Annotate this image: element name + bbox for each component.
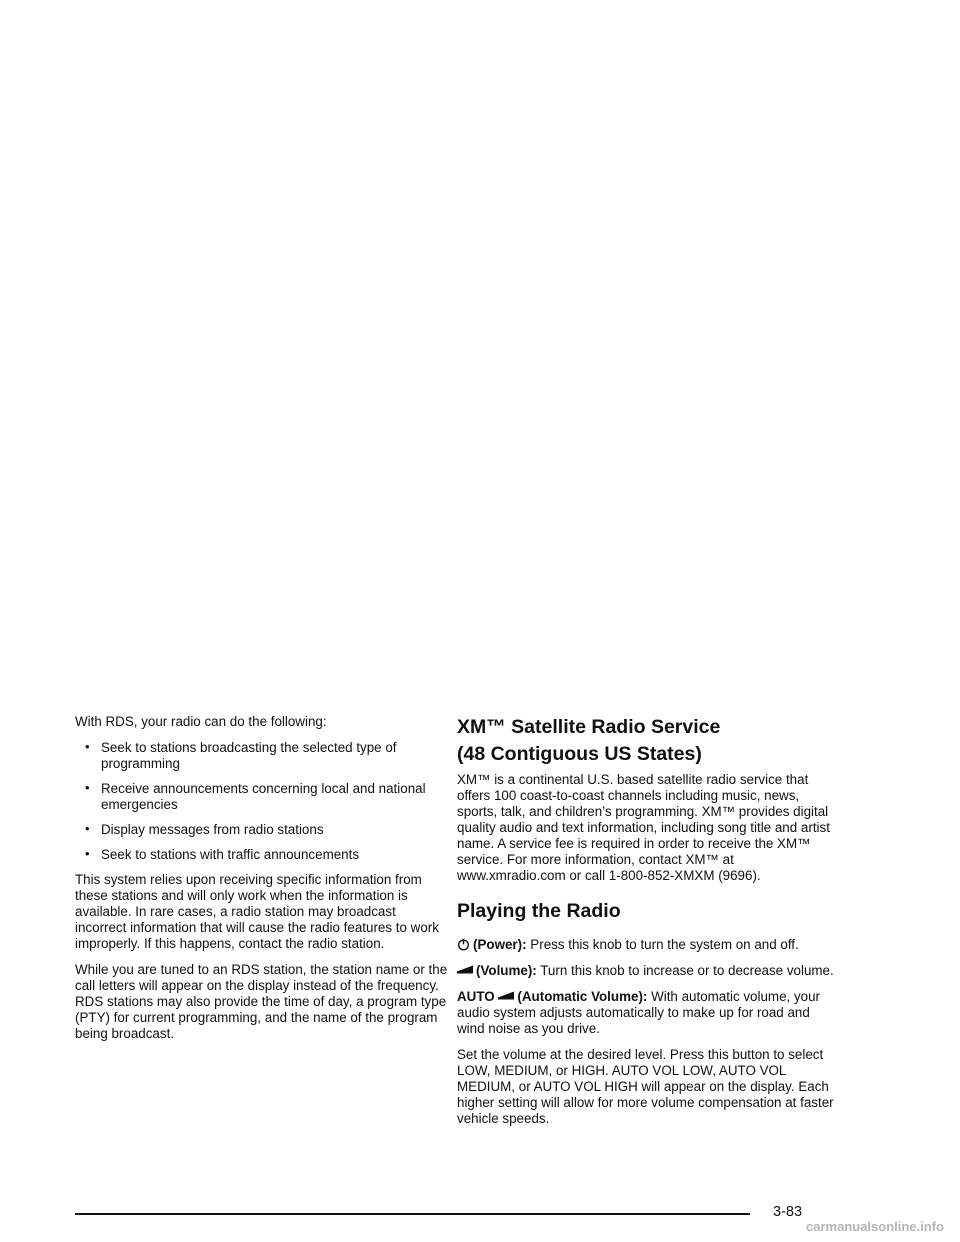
bullet-icon: • (85, 739, 90, 754)
rds-intro: With RDS, your radio can do the following: (75, 714, 327, 729)
power-text: Press this knob to turn the system on and off. (526, 937, 799, 952)
auto-prefix: AUTO (457, 989, 499, 1004)
bullet-icon: • (85, 780, 90, 795)
auto-volume-label: (Automatic Volume): (517, 989, 648, 1004)
list-item: • Seek to stations broadcasting the selected type of programming (85, 739, 397, 771)
list-item: • Receive announcements concerning local and national emergencies (85, 780, 426, 812)
rds-feature-list (75, 740, 449, 863)
bullet-icon: • (85, 846, 90, 861)
list-item: • Seek to stations with traffic announcements (85, 846, 360, 862)
power-icon (457, 938, 470, 951)
volume-text: Turn this knob to increase or to decrease volume. (536, 963, 834, 978)
auto-volume-text: With automatic volume, your audio system adjusts automatically to make up for road and wind noise as you drive. (457, 989, 821, 1036)
watermark: carmanualsonline.info (806, 1219, 944, 1234)
set-volume-paragraph: Set the volume at the desired level. Press this button to select LOW, MEDIUM, or HIGH. AUTO VOL LOW, AUTO VOL MEDIUM, or AUTO VOL HIGH will appear on the display. Each higher setting will allow for more volume compensation at faster vehicle speeds. (457, 1047, 834, 1126)
power-label: (Power): (473, 937, 527, 952)
power-description (457, 937, 835, 953)
bullet-icon: • (85, 821, 90, 836)
page-number: 3-83 (773, 1204, 803, 1220)
volume-description (457, 963, 835, 979)
playing-radio-heading: Playing the Radio (457, 900, 621, 922)
volume-label: (Volume): (476, 963, 537, 978)
right-column (457, 714, 835, 1137)
xm-heading-line1: XM™ Satellite Radio Service (457, 716, 721, 738)
rds-reliance-paragraph: This system relies upon receiving specific information from these stations and will only work when the information is available. In rare cases, a radio station may broadcast incorrect information that will cause the radio features to work improperly. If this happens, contact the radio station. (75, 872, 439, 951)
xm-heading (457, 714, 835, 768)
volume-icon (498, 991, 514, 1000)
volume-icon (457, 965, 473, 974)
footer-rule (75, 1213, 750, 1215)
xm-paragraph: XM™ is a continental U.S. based satellite radio service that offers 100 coast-to-coast channels including music, news, sports, talk, and children’s programming. XM™ provides digital quality audio and text information, including song title and artist name. A service fee is required in order to receive the XM™ service. For more information, contact XM™ at www.xmradio.com or call 1-800-852-XMXM (9696). (457, 772, 830, 883)
list-item: • Display messages from radio stations (85, 821, 324, 837)
auto-volume-description (457, 989, 835, 1037)
rds-station-paragraph: While you are tuned to an RDS station, the station name or the call letters will appear on the display instead of the frequency. RDS stations may also provide the time of day, a program type (PTY) for current programming, and the name of the program being broadcast. (75, 962, 448, 1041)
xm-heading-line2: (48 Contiguous US States) (457, 743, 702, 765)
left-column (75, 714, 449, 1052)
